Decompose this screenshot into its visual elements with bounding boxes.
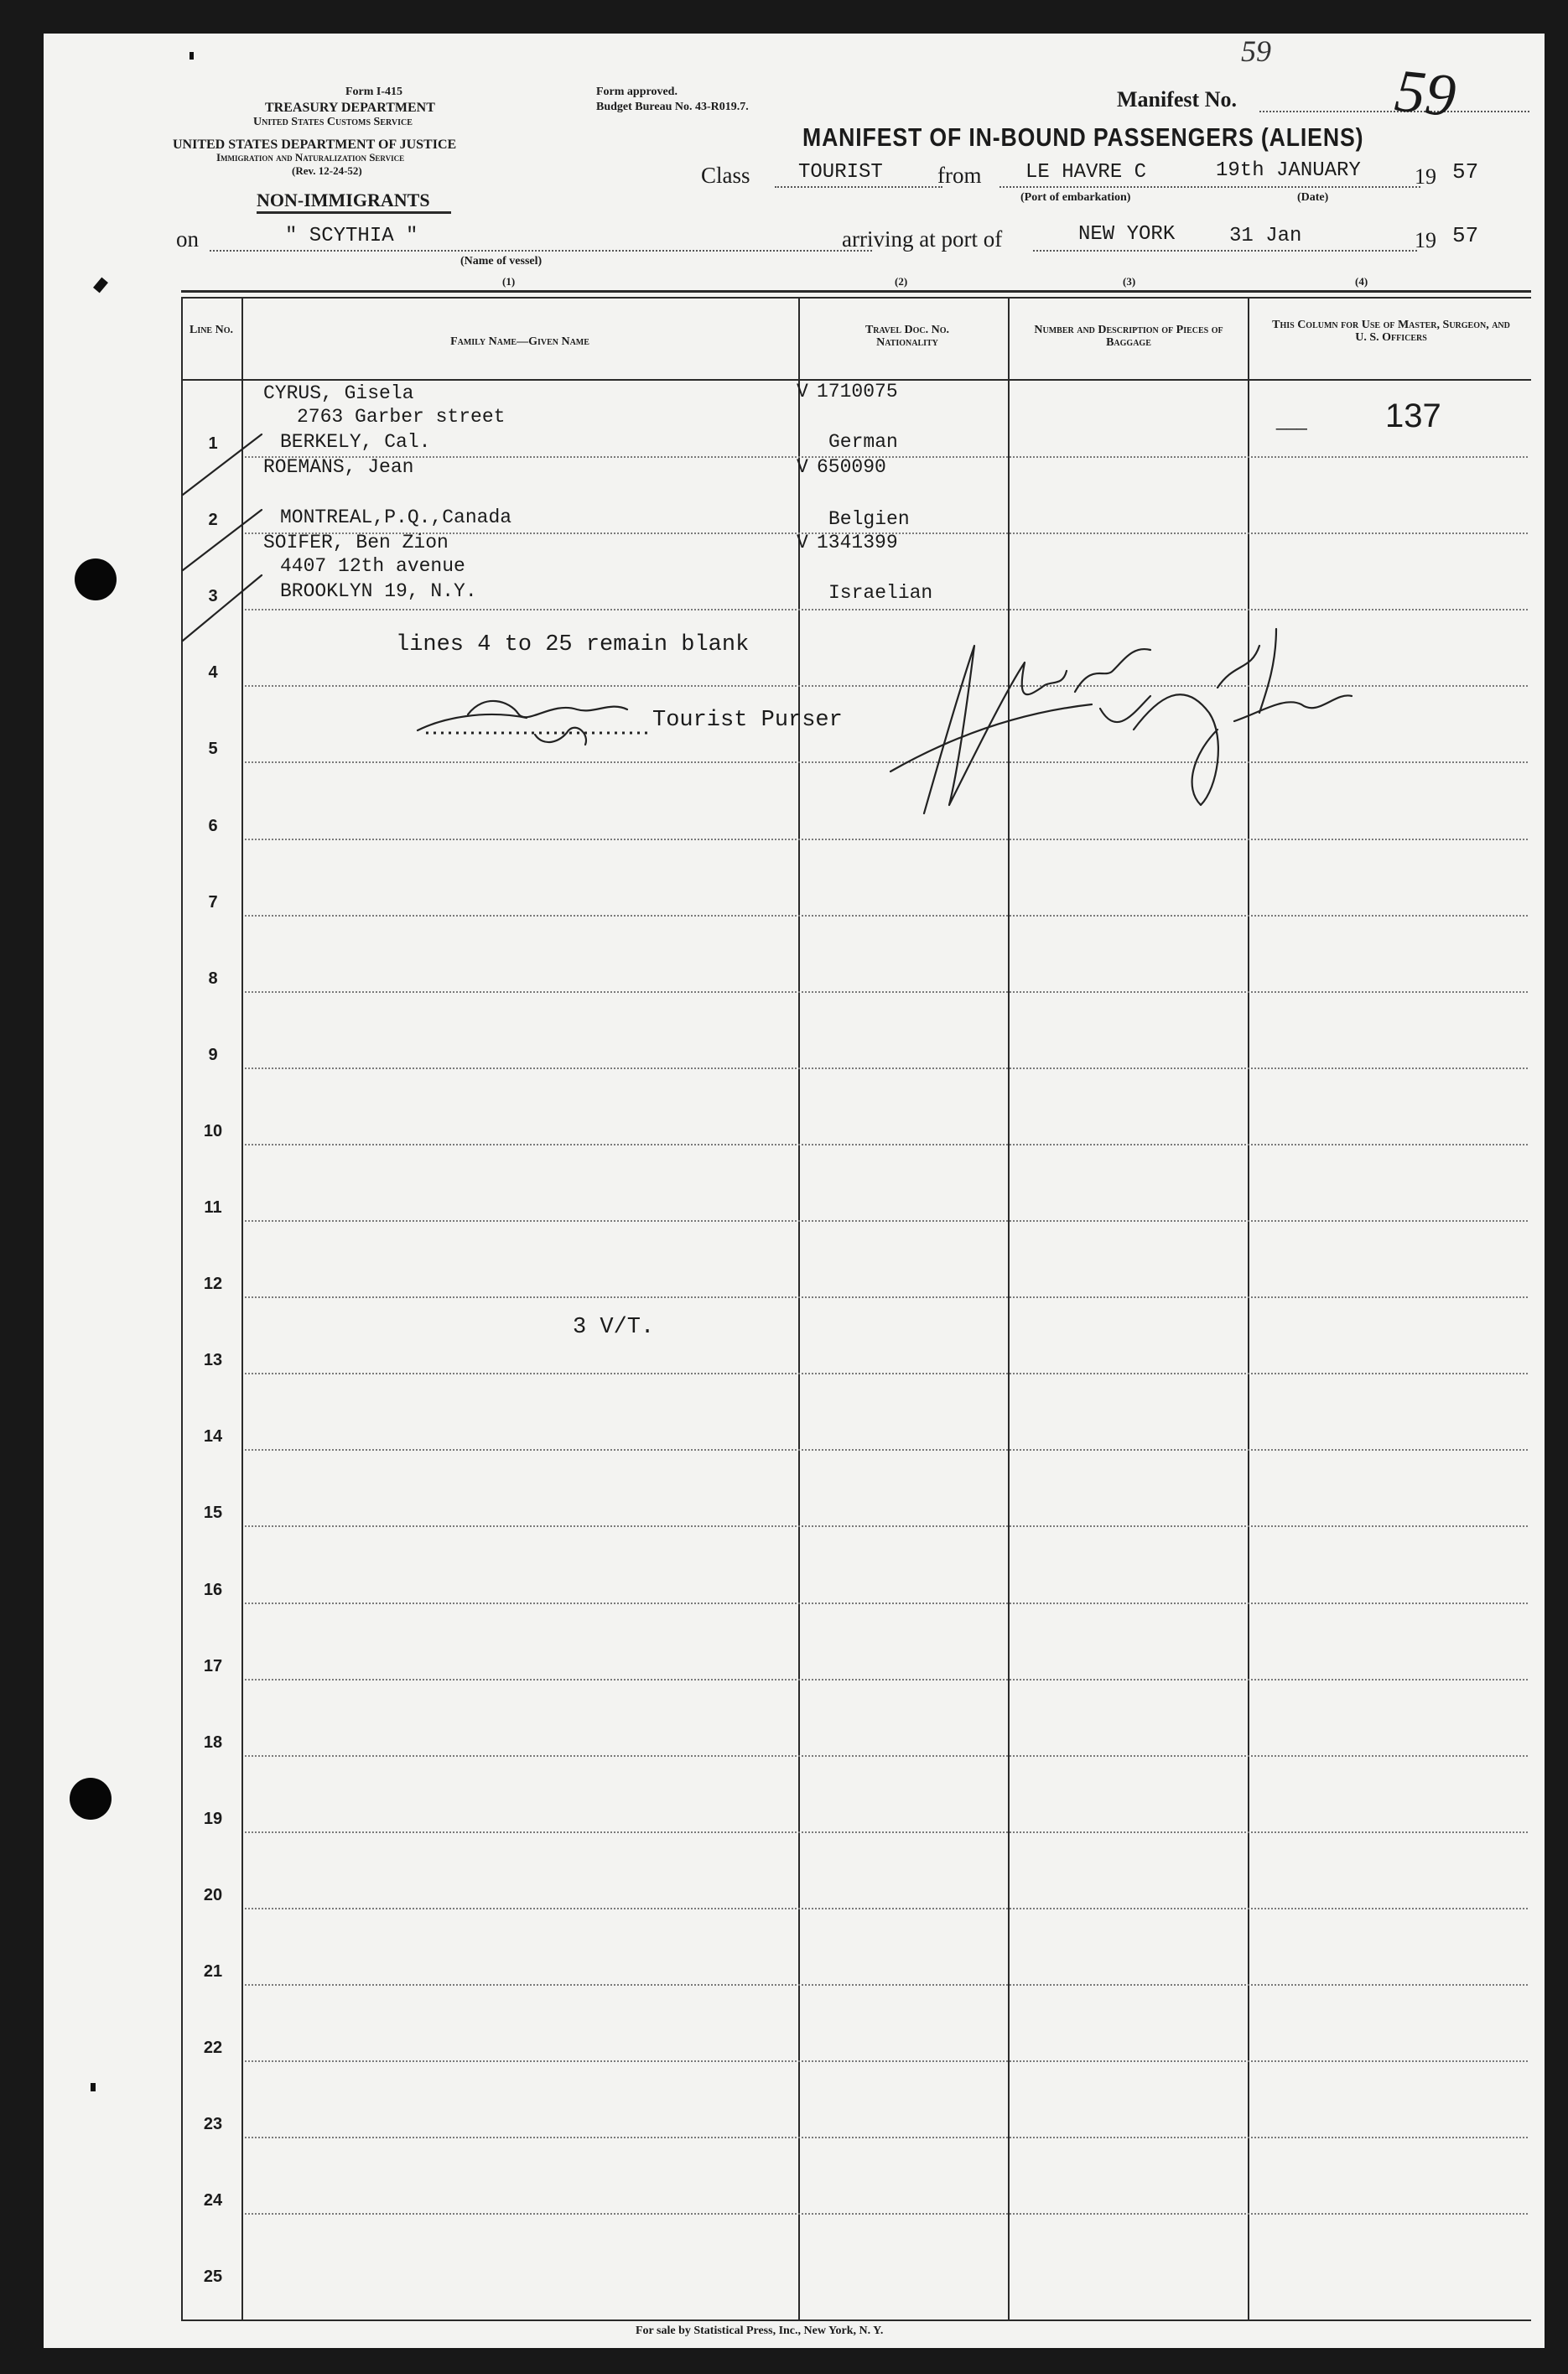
manifest-no-handwritten-small: 59 [1241, 34, 1271, 68]
port-fill [999, 186, 1243, 188]
table-row-line [245, 2060, 1528, 2062]
vessel-caption: (Name of vessel) [460, 255, 543, 268]
speck [93, 278, 108, 294]
passenger-3-address-1: 4407 12th avenue [280, 555, 465, 577]
speck [190, 52, 194, 60]
table-top-rule [181, 290, 1531, 293]
passenger-2-address-1: MONTREAL,P.Q.,Canada [280, 506, 512, 528]
table-row-line [245, 991, 1528, 993]
line-number: 5 [208, 740, 218, 758]
punch-hole-bottom [70, 1778, 112, 1820]
line-number: 12 [203, 1275, 223, 1293]
line-number: 24 [203, 2191, 223, 2210]
line-number: 13 [203, 1351, 223, 1369]
arrival-date: 31 Jan [1229, 225, 1302, 247]
table-row-line [245, 1220, 1528, 1222]
purser-label: Tourist Purser [652, 708, 843, 733]
table-row-line [245, 609, 1528, 610]
line-number: 22 [203, 2039, 223, 2057]
port-caption: (Port of embarkation) [1020, 191, 1131, 204]
line-number: 19 [203, 1810, 223, 1828]
line-number: 21 [203, 1962, 223, 1981]
passenger-2-doc-number: 650090 [817, 456, 886, 478]
column-marker-2: (2) [895, 275, 908, 288]
blank-lines-note: lines 4 to 25 remain blank [396, 632, 750, 657]
class-label: Class [701, 163, 750, 188]
vessel-name: " SCYTHIA " [285, 225, 418, 247]
department-of-justice: UNITED STATES DEPARTMENT OF JUSTICE [173, 138, 457, 152]
column-header-line-no: Line No. [189, 324, 233, 336]
footer-printer: For sale by Statistical Press, Inc., New York, N. Y. [636, 2325, 884, 2337]
line-number: 4 [208, 663, 218, 682]
line-number: 9 [208, 1046, 218, 1064]
table-row-line [245, 1679, 1528, 1681]
column-marker-3: (3) [1123, 275, 1136, 288]
column-header-baggage: Number and Description of Pieces of Baggage [1034, 324, 1223, 349]
line-number: 11 [204, 1198, 222, 1217]
table-row-line [245, 1296, 1528, 1298]
ins-service: Immigration and Naturalization Service [216, 151, 405, 164]
arrival-year-value: 57 [1452, 223, 1479, 248]
table-row-line [245, 1525, 1528, 1527]
column-header-name: Family Name—Given Name [450, 335, 589, 348]
passenger-1-name: CYRUS, Gisela [263, 382, 414, 404]
date-fill [1214, 186, 1420, 188]
budget-bureau: Budget Bureau No. 43-R019.7. [596, 101, 749, 113]
table-row-line [245, 1831, 1528, 1833]
passenger-2-nationality: Belgien [828, 508, 910, 530]
vessel-fill [210, 250, 872, 252]
arrival-year-prefix: 19 [1415, 228, 1436, 252]
manifest-no-label: Manifest No. [1117, 87, 1237, 112]
arrival-fill [1033, 250, 1417, 252]
passenger-3-doc-prefix: V [797, 532, 808, 553]
table-row-line [245, 2213, 1528, 2215]
line-number: 17 [203, 1657, 223, 1675]
table-row-line [245, 839, 1528, 840]
revision: (Rev. 12-24-52) [292, 164, 362, 177]
year-prefix: 19 [1415, 164, 1436, 189]
embarkation-date: 19th JANUARY [1216, 159, 1361, 182]
manifest-title: MANIFEST OF IN-BOUND PASSENGERS (ALIENS) [802, 122, 1364, 152]
table-row-line [245, 1984, 1528, 1986]
class-fill [775, 186, 942, 188]
name-column-divider [798, 297, 800, 2319]
column-header-doc: Travel Doc. No. Nationality [864, 324, 950, 349]
table-row-line [245, 1373, 1528, 1374]
manifest-no-handwritten: 59 [1392, 56, 1460, 130]
passenger-2-doc-prefix: V [797, 456, 808, 478]
line-number: 15 [203, 1504, 223, 1522]
passenger-1-address-1: 2763 Garber street [297, 406, 506, 428]
table-row-line [245, 1603, 1528, 1604]
line-number: 18 [203, 1733, 223, 1752]
baggage-column-divider [1248, 297, 1249, 2319]
punch-hole-top [75, 558, 117, 600]
doc-column-divider [1008, 297, 1010, 2319]
passenger-1-doc-prefix: V [797, 381, 808, 403]
officer-signature [882, 612, 1385, 822]
form-approved: Form approved. [596, 86, 678, 98]
customs-service: United States Customs Service [253, 116, 413, 128]
table-row-line [245, 1755, 1528, 1757]
table-row-line [245, 456, 1528, 458]
column-marker-4: (4) [1355, 275, 1368, 288]
line-number: 8 [208, 969, 218, 988]
on-label: on [176, 226, 199, 252]
check-mark-1 [181, 428, 265, 503]
passenger-1-nationality: German [828, 431, 898, 453]
line-number: 14 [203, 1427, 223, 1446]
line-number: 23 [203, 2115, 223, 2133]
date-caption: (Date) [1297, 191, 1329, 204]
arriving-label: arriving at port of [842, 226, 1003, 252]
officer-dash: ___ [1276, 409, 1307, 430]
line-number: 6 [208, 817, 218, 835]
arrival-port: NEW YORK [1078, 223, 1176, 246]
table-row-line [245, 1908, 1528, 1909]
speck [91, 2083, 96, 2091]
port-of-embarkation: LE HAVRE C [1025, 161, 1147, 184]
line-number: 20 [203, 1886, 223, 1904]
passenger-3-doc-number: 1341399 [817, 532, 898, 553]
passenger-3-nationality: Israelian [828, 582, 933, 604]
vt-note: 3 V/T. [573, 1315, 655, 1340]
table-row-line [245, 915, 1528, 917]
year-value: 57 [1452, 159, 1479, 184]
table-row-line [245, 1449, 1528, 1451]
passenger-3-name: SOIFER, Ben Zion [263, 532, 449, 553]
line-number: 10 [203, 1122, 223, 1140]
category-underline [257, 211, 451, 214]
passenger-3-address-2: BROOKLYN 19, N.Y. [280, 580, 477, 602]
check-mark-2 [181, 503, 265, 579]
line-number: 25 [203, 2268, 223, 2286]
table-top-rule-2 [181, 297, 1531, 299]
treasury-department: TREASURY DEPARTMENT [265, 101, 435, 115]
line-number: 3 [208, 587, 218, 605]
line-number: 1 [208, 434, 218, 453]
column-marker-1: (1) [502, 275, 516, 288]
purser-signature [409, 684, 694, 751]
column-header-officers: This Column for Use of Master, Surgeon, and U. S. Officers [1272, 319, 1510, 344]
line-number: 7 [208, 893, 218, 912]
manifest-page [44, 34, 1545, 2348]
class-value: TOURIST [798, 161, 883, 184]
form-number: Form I-415 [345, 86, 403, 98]
passenger-1-doc-number: 1710075 [817, 381, 898, 403]
table-row-line [245, 1144, 1528, 1145]
line-number: 2 [208, 511, 218, 529]
table-bottom-rule [181, 2319, 1531, 2321]
passenger-2-name: ROEMANS, Jean [263, 456, 414, 478]
from-label: from [937, 163, 982, 188]
table-row-line [245, 2137, 1528, 2138]
table-row-line [245, 1068, 1528, 1069]
officer-number: 137 [1385, 397, 1441, 434]
check-mark-3 [181, 570, 265, 646]
line-number: 16 [203, 1581, 223, 1599]
passenger-1-address-2: BERKELY, Cal. [280, 431, 431, 453]
category: NON-IMMIGRANTS [257, 190, 430, 210]
